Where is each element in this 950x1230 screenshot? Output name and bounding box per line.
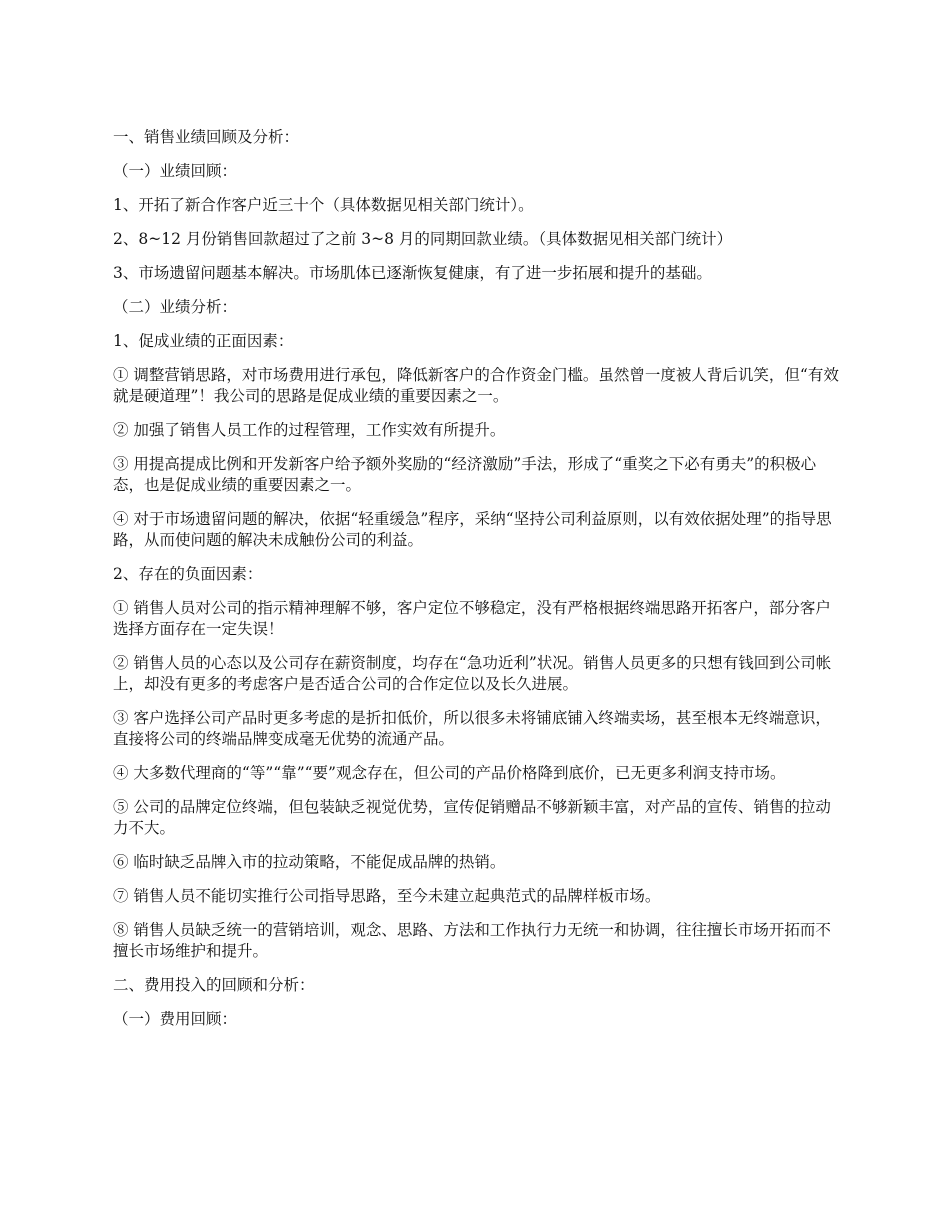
subheading-performance-analysis: （二）业绩分析： [113,298,238,316]
paragraph-review-item-2: 2、8~12 月份销售回款超过了之前 3~8 月的同期回款业绩。（具体数据见相关部门统计） [113,230,733,248]
document-body [113,127,840,1043]
paragraph-negative-factor-5: ⑤ 公司的品牌定位终端，但包装缺乏视觉优势，宣传促销赠品不够新颖丰富，对产品的宣传、销售的拉动力不大。 [113,798,831,837]
paragraph-positive-factor-2: ② 加强了销售人员工作的过程管理，工作实效有所提升。 [113,421,506,439]
paragraph-negative-factor-4: ④ 大多数代理商的“等”“靠”“要”观念存在，但公司的产品价格降到底价，已无更多利润支持市场。 [113,764,786,782]
paragraph-positive-factor-3: ③ 用提高提成比例和开发新客户给予额外奖励的“经济激励”手法，形成了“重奖之下必有勇夫”的积极心态，也是促成业绩的重要因素之一。 [113,455,817,494]
paragraph-positive-factors-heading: 1、促成业绩的正面因素： [113,332,294,350]
paragraph-negative-factor-3: ③ 客户选择公司产品时更多考虑的是折扣低价，所以很多未将铺底铺入终端卖场，甚至根本无终端意识，直接将公司的终端品牌变成毫无优势的流通产品。 [113,709,831,748]
paragraph-review-item-1: 1、开拓了新合作客户近三十个（具体数据见相关部门统计）。 [113,196,534,214]
paragraph-negative-factor-2: ② 销售人员的心态以及公司存在薪资制度，均存在“急功近利”状况。销售人员更多的只想有钱回到公司帐上，却没有更多的考虑客户是否适合公司的合作定位以及长久进展。 [113,654,832,693]
section-heading-cost-review: 二、费用投入的回顾和分析： [113,976,315,994]
paragraph-negative-factor-6: ⑥ 临时缺乏品牌入市的拉动策略，不能促成品牌的热销。 [113,853,506,871]
paragraph-negative-factors-heading: 2、存在的负面因素： [113,565,263,583]
subheading-performance-review: （一）业绩回顾： [113,162,238,180]
paragraph-negative-factor-1: ① 销售人员对公司的指示精神理解不够，客户定位不够稳定，没有严格根据终端思路开拓客户，部分客户选择方面存在一定失误！ [113,599,831,638]
paragraph-review-item-3: 3、市场遗留问题基本解决。市场肌体已逐渐恢复健康，有了进一步拓展和提升的基础。 [113,264,712,282]
paragraph-negative-factor-8: ⑧ 销售人员缺乏统一的营销培训，观念、思路、方法和工作执行力无统一和协调，往往擅长市场开拓而不擅长市场维护和提升。 [113,921,831,960]
paragraph-positive-factor-4: ④ 对于市场遗留问题的解决，依据“轻重缓急”程序，采纳“坚持公司利益原则，以有效依据处理”的指导思路，从而使问题的解决未成触份公司的利益。 [113,510,832,549]
subheading-cost-review: （一）费用回顾： [113,1010,238,1028]
paragraph-positive-factor-1: ① 调整营销思路，对市场费用进行承包，降低新客户的合作资金门槛。虽然曾一度被人背后讥笑，但“有效就是硬道理”！我公司的思路是促成业绩的重要因素之一。 [113,366,839,405]
paragraph-negative-factor-7: ⑦ 销售人员不能切实推行公司指导思路，至今未建立起典范式的品牌样板市场。 [113,887,661,905]
section-heading-sales-review: 一、销售业绩回顾及分析： [113,128,300,146]
